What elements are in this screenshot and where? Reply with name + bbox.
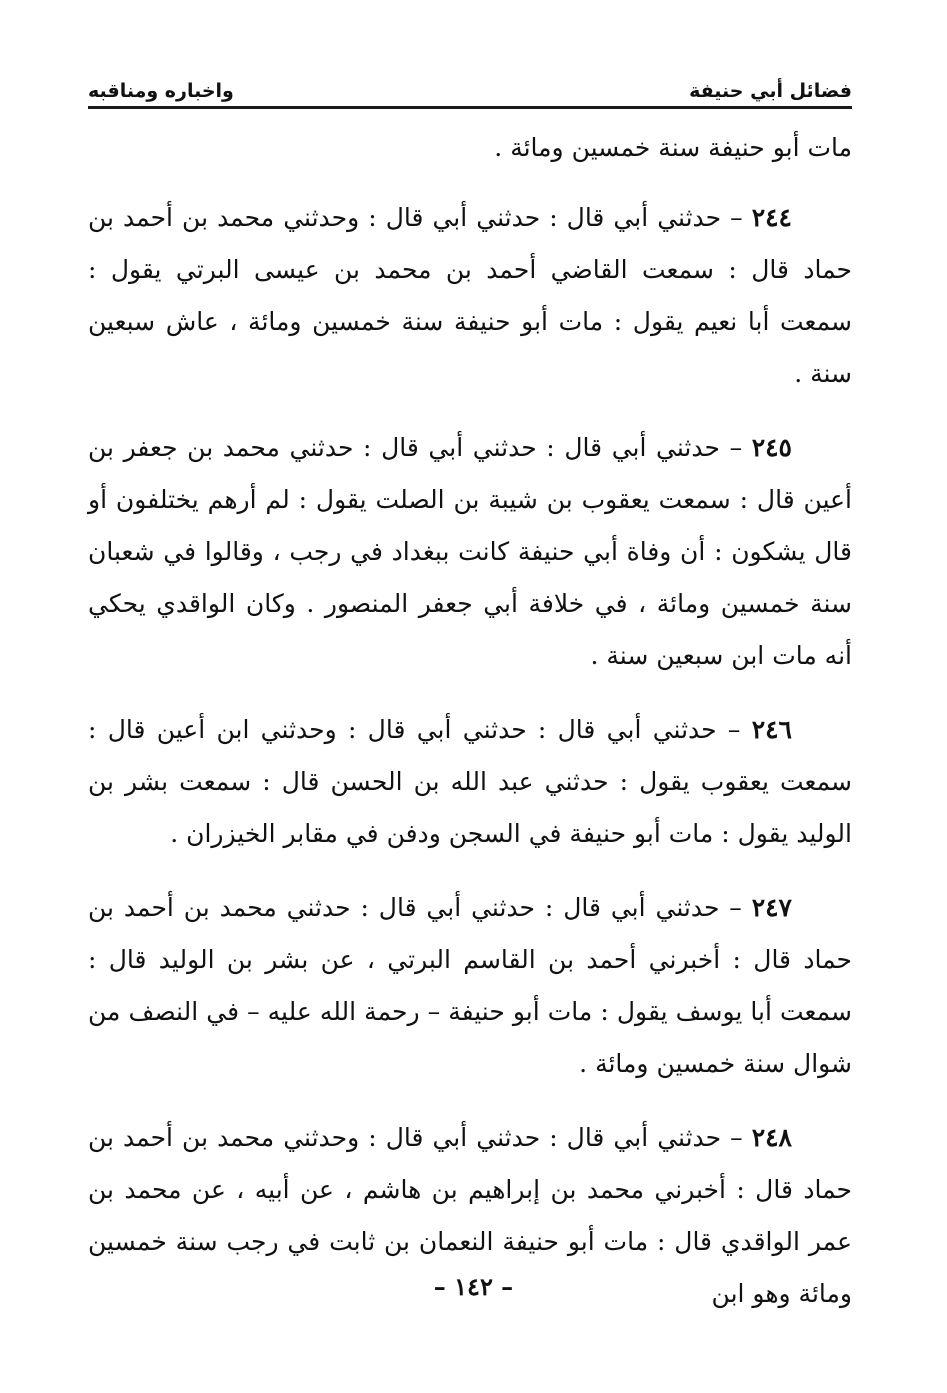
paragraph-text: – حدثني أبي قال : حدثني أبي قال : وحدثني ابن أعين قال : سمعت يعقوب يقول : حدثني عبد الله بن الحسن قال : سمعت بشر بن الوليد يقول : مات أبو حنيفة في السجن ودفن في مقابر الخيزران . — [88, 715, 852, 848]
entry-number: ٢٤٦ — [751, 715, 792, 744]
paragraph-text: – حدثني أبي قال : حدثني أبي قال : حدثني محمد بن جعفر بن أعين قال : سمعت يعقوب بن شيبة بن الصلت يقول : لم أرهم يختلفون أو قال يشكون : أن وفاة أبي حنيفة كانت ببغداد في رجب ، وقالوا في شعبان سنة خمسين ومائة ، في خلافة أبي جعفر المنصور . وكان الواقدي يحكي أنه مات ابن سبعين سنة . — [88, 433, 852, 670]
entry-number: ٢٤٤ — [751, 203, 792, 232]
running-head — [88, 64, 852, 102]
paragraph-text: – حدثني أبي قال : حدثني أبي قال : وحدثني محمد بن أحمد بن حماد قال : سمعت القاضي أحمد بن محمد بن عيسى البرتي يقول : سمعت أبا نعيم يقول : مات أبو حنيفة سنة خمسين ومائة ، عاش سبعين سنة . — [88, 203, 852, 388]
paragraph-entry-245 — [88, 422, 852, 682]
page-number: – ١٤٢ – — [433, 1272, 514, 1301]
entry-number: ٢٤٥ — [751, 433, 792, 462]
paragraph-entry-246 — [88, 704, 852, 860]
paragraph-text: – حدثني أبي قال : حدثني أبي قال : وحدثني محمد بن أحمد بن حماد قال : أخبرني محمد بن إبراهيم بن هاشم ، عن أبيه ، عن محمد بن عمر الواقدي قال : مات أبو حنيفة النعمان بن ثابت في رجب سنة خمسين ومائة وهو ابن — [88, 1123, 852, 1308]
paragraph-entry-244 — [88, 192, 852, 400]
paragraph-entry-247 — [88, 882, 852, 1090]
running-head-title: فضائل أبي حنيفة — [689, 80, 852, 102]
paragraph-intro — [88, 122, 852, 174]
paragraph-text: مات أبو حنيفة سنة خمسين ومائة . — [494, 133, 852, 162]
header-rule — [88, 106, 852, 109]
paragraph-text: – حدثني أبي قال : حدثني أبي قال : حدثني محمد بن أحمد بن حماد قال : أخبرني أحمد بن القاسم البرتي ، عن بشر بن الوليد قال : سمعت أبا يوسف يقول : مات أبو حنيفة – رحمة الله عليه – في النصف من شوال سنة خمسين ومائة . — [88, 893, 852, 1078]
running-head-subtitle: واخباره ومناقبه — [88, 80, 234, 102]
entry-number: ٢٤٧ — [751, 893, 792, 922]
entry-number: ٢٤٨ — [751, 1123, 792, 1152]
body-text — [88, 122, 852, 1342]
